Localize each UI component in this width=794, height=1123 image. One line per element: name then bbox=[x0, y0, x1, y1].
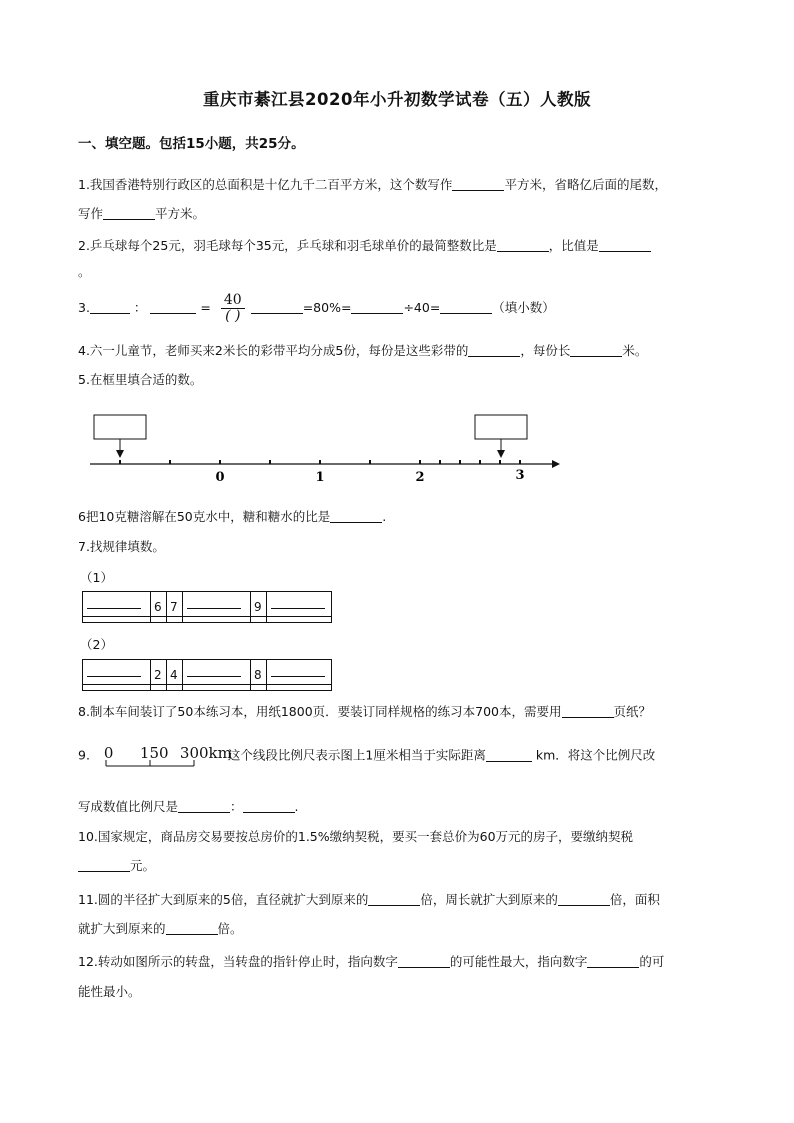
question-8: 8.制本车间装订了50本练习本，用纸1800页．要装订同样规格的练习本700本，需要用 页纸？ bbox=[78, 704, 652, 719]
answer-blank[interactable] bbox=[558, 892, 610, 906]
answer-blank[interactable] bbox=[178, 799, 230, 813]
answer-blank[interactable] bbox=[440, 300, 492, 314]
question-12-cont: 能性最小。 bbox=[78, 984, 141, 999]
arrow-right-icon bbox=[552, 460, 560, 468]
answer-blank[interactable] bbox=[243, 799, 295, 813]
page-title: 重庆市綦江县2020年小升初数学试卷（五）人教版 bbox=[203, 90, 591, 109]
part-label: （2） bbox=[80, 637, 113, 652]
answer-blank[interactable] bbox=[78, 858, 130, 872]
answer-blank[interactable] bbox=[599, 238, 651, 252]
tick-label: 0 bbox=[215, 470, 225, 485]
answer-blank[interactable] bbox=[271, 608, 325, 609]
part-label: （1） bbox=[80, 570, 113, 585]
question-1: 1.我国香港特别行政区的总面积是十亿九千二百平方米，这个数写作 平方米，省略亿后面的尾数， bbox=[78, 177, 667, 192]
answer-blank[interactable] bbox=[486, 748, 532, 762]
section-heading: 一、填空题。包括15小题，共25分。 bbox=[78, 136, 305, 152]
question-12: 12.转动如图所示的转盘，当转盘的指针停止时，指向数字 的可能性最大，指向数字 的可 bbox=[78, 954, 665, 969]
question-2-cont: 。 bbox=[78, 264, 91, 279]
arrow-down-icon bbox=[497, 450, 505, 458]
question-1-cont: 写作 平方米。 bbox=[78, 206, 206, 221]
answer-blank[interactable] bbox=[90, 300, 130, 314]
answer-box[interactable] bbox=[94, 415, 146, 439]
question-7: 7.找规律填数。 bbox=[78, 539, 165, 554]
answer-blank[interactable] bbox=[150, 300, 196, 314]
tick-label: 2 bbox=[415, 470, 425, 485]
answer-blank[interactable] bbox=[562, 704, 614, 718]
number-line bbox=[80, 405, 570, 485]
question-9: 9. 0 150 300km 这个线段比例尺表示图上1厘米相当于实际距离 km．将这个比例尺改 bbox=[78, 744, 655, 768]
fraction: $\frac{40}{( )}$ bbox=[221, 293, 245, 324]
answer-blank[interactable] bbox=[251, 300, 303, 314]
answer-box[interactable] bbox=[475, 415, 527, 439]
arrow-down-icon bbox=[116, 450, 124, 458]
line-scale: 0 150 300km bbox=[103, 744, 232, 762]
question-10: 10.国家规定，商品房交易要按总房价的1.5%缴纳契税，要买一套总价为60万元的房子，要缴纳契税 bbox=[78, 829, 634, 844]
question-11: 11.圆的半径扩大到原来的5倍，直径就扩大到原来的 倍，周长就扩大到原来的 倍，面积 bbox=[78, 892, 660, 907]
answer-blank[interactable] bbox=[166, 921, 218, 935]
question-9-cont: 写成数值比例尺是 ： . bbox=[78, 799, 299, 814]
answer-blank[interactable] bbox=[497, 238, 549, 252]
sequence-row-1: 6 7 9 bbox=[82, 591, 332, 623]
answer-blank[interactable] bbox=[330, 509, 382, 523]
answer-blank[interactable] bbox=[452, 177, 504, 191]
answer-blank[interactable] bbox=[570, 343, 622, 357]
tick-label: 3 bbox=[515, 468, 525, 483]
question-6: 6把10克糖溶解在50克水中，糖和糖水的比是 . bbox=[78, 509, 387, 524]
answer-blank[interactable] bbox=[587, 954, 639, 968]
tick-label: 1 bbox=[315, 470, 325, 485]
answer-blank[interactable] bbox=[468, 343, 520, 357]
answer-blank[interactable] bbox=[271, 676, 325, 677]
answer-blank[interactable] bbox=[103, 206, 155, 220]
answer-blank[interactable] bbox=[368, 892, 420, 906]
question-2: 2.乒乓球每个25元，羽毛球每个35元，乒乓球和羽毛球单价的最简整数比是 ，比值是 bbox=[78, 236, 651, 254]
answer-blank[interactable] bbox=[351, 300, 403, 314]
question-10-cont: 元。 bbox=[78, 856, 155, 874]
sequence-row-2: 2 4 8 bbox=[82, 659, 332, 691]
question-3: 3. ： = $\frac{40}{( )}$ =80%= ÷40= （填小数） bbox=[78, 292, 555, 324]
question-5: 5.在框里填合适的数。 bbox=[78, 372, 203, 387]
answer-blank[interactable] bbox=[398, 954, 450, 968]
question-4: 4.六一儿童节，老师买来2米长的彩带平均分成5份，每份是这些彩带的 ，每份长 米。 bbox=[78, 343, 648, 358]
question-11-cont: 就扩大到原来的 倍。 bbox=[78, 921, 243, 936]
